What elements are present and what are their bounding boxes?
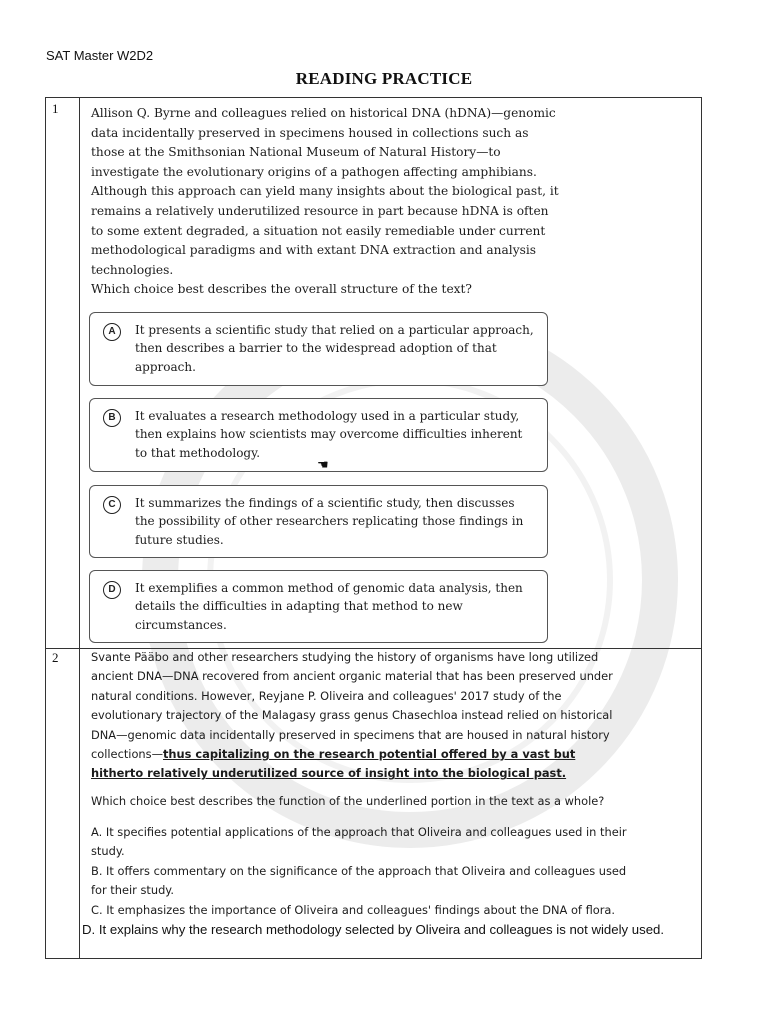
question-2-passage-lead: Svante Pääbo and other researchers studying the history of organisms have long utilized ancient DNA—DNA recovered from ancient organic material that has been preserved under natural conditions. However, Reyjane P. Oliveira and colleagues' 2017 study of the evolutionary trajectory of the Malagasy grass genus Chasechloa instead relied on historical DNA—genomic data incidentally preserved in specimens that are housed in natural history collections— bbox=[91, 650, 613, 762]
question-1-prompt: Which choice best describes the overall structure of the text? bbox=[91, 282, 472, 296]
option-d-text: It exemplifies a common method of genomic data analysis, then details the difficulties in adapting that method to new circumstances. bbox=[135, 581, 523, 632]
question-2-underlined-portion: thus capitalizing on the research potential offered by a vast but hitherto relatively underutilized source of insight into the biological past. bbox=[91, 747, 576, 781]
answer-option-d[interactable] bbox=[89, 570, 548, 643]
answer-a[interactable]: A. It specifies potential applications of the approach that Oliveira and colleagues used in their study. bbox=[91, 825, 627, 859]
page-title: READING PRACTICE bbox=[295, 69, 473, 88]
question-2-passage bbox=[91, 648, 631, 784]
option-b-text: It evaluates a research methodology used in a particular study, then explains how scientists may overcome difficulties inherent to that methodology. bbox=[135, 409, 523, 460]
option-c-letter-badge: C bbox=[103, 496, 121, 514]
answer-c[interactable]: C. It emphasizes the importance of Oliveira and colleagues' findings about the DNA of flora. bbox=[91, 902, 615, 917]
question-1-passage: Allison Q. Byrne and colleagues relied on historical DNA (hDNA)—genomic data incidentally preserved in specimens housed in collections such as those at the Smithsonian National Museum of Natural History—to investigate the evolutionary origins of a pathogen affecting amphibians. Although this approach can yield many insights about the biological past, it remains a relatively underutilized resource in part because hDNA is often to some extent degraded, a situation not easily remediable under current methodological paradigms and with extant DNA extraction and analysis technologies. bbox=[91, 106, 559, 277]
option-d-letter-badge: D bbox=[103, 581, 121, 599]
answer-option-a[interactable] bbox=[89, 312, 548, 386]
question-2-number: 2 bbox=[52, 650, 59, 665]
table-column-divider bbox=[79, 98, 80, 958]
hand-cursor-icon: ☚ bbox=[317, 458, 329, 473]
answer-b[interactable]: B. It offers commentary on the significance of the approach that Oliveira and colleagues used for their study. bbox=[91, 863, 627, 898]
option-c-text: It summarizes the findings of a scientific study, then discusses the possibility of other researchers replicating those findings in future studies. bbox=[135, 496, 524, 547]
question-2-answers bbox=[91, 823, 631, 920]
question-1-number: 1 bbox=[52, 101, 59, 116]
option-b-letter-badge: B bbox=[103, 409, 121, 427]
question-2-prompt: Which choice best describes the function of the underlined portion in the text as a whole? bbox=[91, 794, 605, 808]
option-a-text: It presents a scientific study that relied on a particular approach, then describes a barrier to the widespread adoption of that approach. bbox=[135, 323, 534, 374]
answer-d[interactable]: D. It explains why the research methodology selected by Oliveira and colleagues is not widely used. bbox=[82, 922, 665, 937]
document-header-tag: SAT Master W2D2 bbox=[46, 48, 154, 63]
option-a-letter-badge: A bbox=[103, 323, 121, 341]
answer-option-c[interactable] bbox=[89, 485, 548, 558]
